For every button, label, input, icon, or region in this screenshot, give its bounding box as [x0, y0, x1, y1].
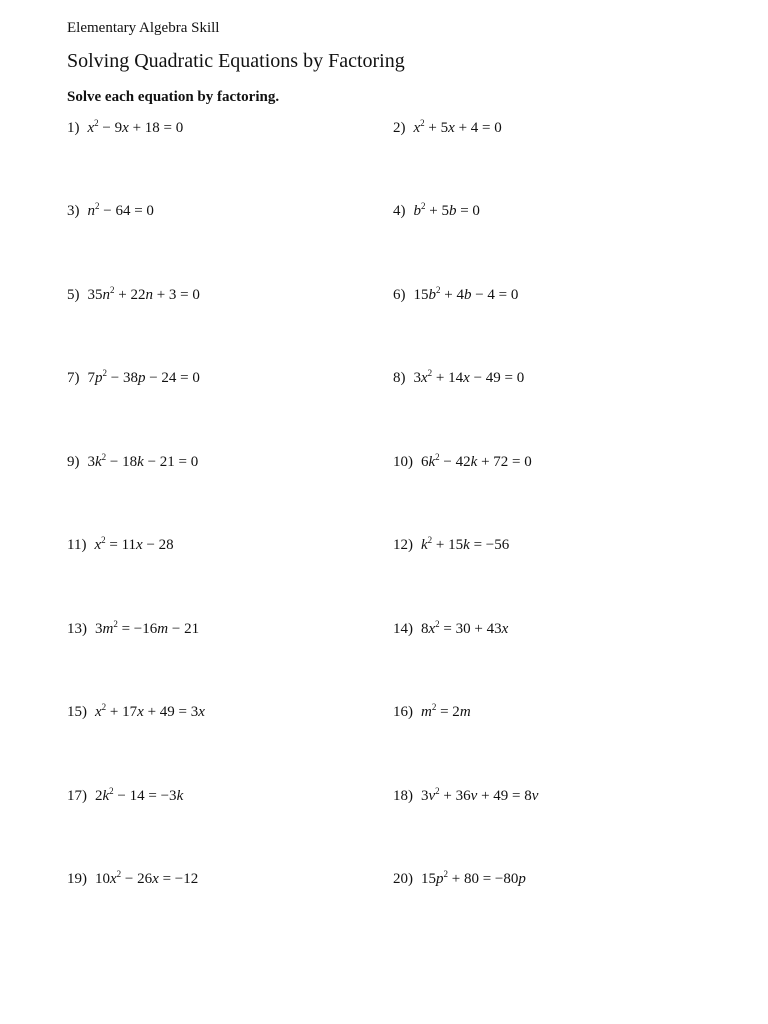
problem-item [393, 203, 480, 220]
problem-item [393, 788, 538, 805]
problem-equation: $6k^2 - 42k + 72 = 0$ [421, 452, 532, 470]
problem-equation: $15b^2 + 4b - 4 = 0$ [413, 285, 519, 303]
problem-number: 20) [393, 871, 413, 887]
problem-equation: $10x^2 - 26x = -12$ [95, 869, 199, 887]
problem-item [67, 370, 200, 387]
instructions: Solve each equation by factoring. [67, 89, 280, 105]
problem-number: 1) [67, 120, 80, 136]
problem-item [393, 621, 508, 638]
problem-number: 6) [393, 287, 406, 303]
problem-number: 3) [67, 203, 80, 219]
problem-number: 15) [67, 704, 87, 720]
problem-item [67, 203, 154, 220]
problem-number: 19) [67, 871, 87, 887]
problem-equation: $x^2 - 9x + 18 = 0$ [87, 118, 184, 136]
problem-number: 17) [67, 788, 87, 804]
problem-number: 12) [393, 537, 413, 553]
problem-equation: $8x^2 = 30 + 43x$ [421, 619, 509, 637]
problem-equation: $x^2 = 11x - 28$ [94, 535, 174, 553]
problem-equation: $2k^2 - 14 = -3k$ [95, 786, 184, 804]
problem-number: 2) [393, 120, 406, 136]
problem-number: 9) [67, 454, 80, 470]
problem-item [67, 871, 198, 888]
problem-equation: $x^2 + 5x + 4 = 0$ [413, 118, 502, 136]
problem-item [67, 287, 200, 304]
problem-equation: $3x^2 + 14x - 49 = 0$ [413, 368, 525, 386]
problem-equation: $35n^2 + 22n + 3 = 0$ [87, 285, 200, 303]
problem-equation: $b^2 + 5b = 0$ [413, 201, 480, 219]
problem-item [393, 871, 526, 888]
page-title: Solving Quadratic Equations by Factoring [67, 50, 405, 72]
problem-item [67, 454, 198, 471]
problem-equation: $3k^2 - 18k - 21 = 0$ [87, 452, 199, 470]
problem-number: 16) [393, 704, 413, 720]
problem-number: 4) [393, 203, 406, 219]
problem-item [67, 120, 183, 137]
problem-equation: $n^2 - 64 = 0$ [87, 201, 154, 219]
problem-item [67, 788, 183, 805]
problem-number: 18) [393, 788, 413, 804]
problem-number: 5) [67, 287, 80, 303]
problem-equation: $15p^2 + 80 = -80p$ [421, 869, 526, 887]
problem-number: 10) [393, 454, 413, 470]
problem-equation: $k^2 + 15k = -56$ [421, 535, 510, 553]
problem-item [393, 454, 532, 471]
problem-equation: $3v^2 + 36v + 49 = 8v$ [421, 786, 539, 804]
problem-item [393, 704, 471, 721]
problem-equation: $3m^2 = -16m - 21$ [95, 619, 200, 637]
worksheet-subject: Elementary Algebra Skill [67, 20, 220, 36]
problem-item [67, 537, 174, 554]
problem-item [67, 704, 205, 721]
problem-item [393, 120, 502, 137]
problem-number: 14) [393, 621, 413, 637]
problem-item [393, 370, 524, 387]
problem-equation: $m^2 = 2m$ [421, 702, 471, 720]
problem-item [393, 537, 509, 554]
problem-number: 13) [67, 621, 87, 637]
problem-item [67, 621, 199, 638]
problem-equation: $7p^2 - 38p - 24 = 0$ [87, 368, 200, 386]
problem-number: 7) [67, 370, 80, 386]
problem-number: 11) [67, 537, 87, 553]
problem-equation: $x^2 + 17x + 49 = 3x$ [95, 702, 205, 720]
problem-item [393, 287, 518, 304]
problem-number: 8) [393, 370, 406, 386]
